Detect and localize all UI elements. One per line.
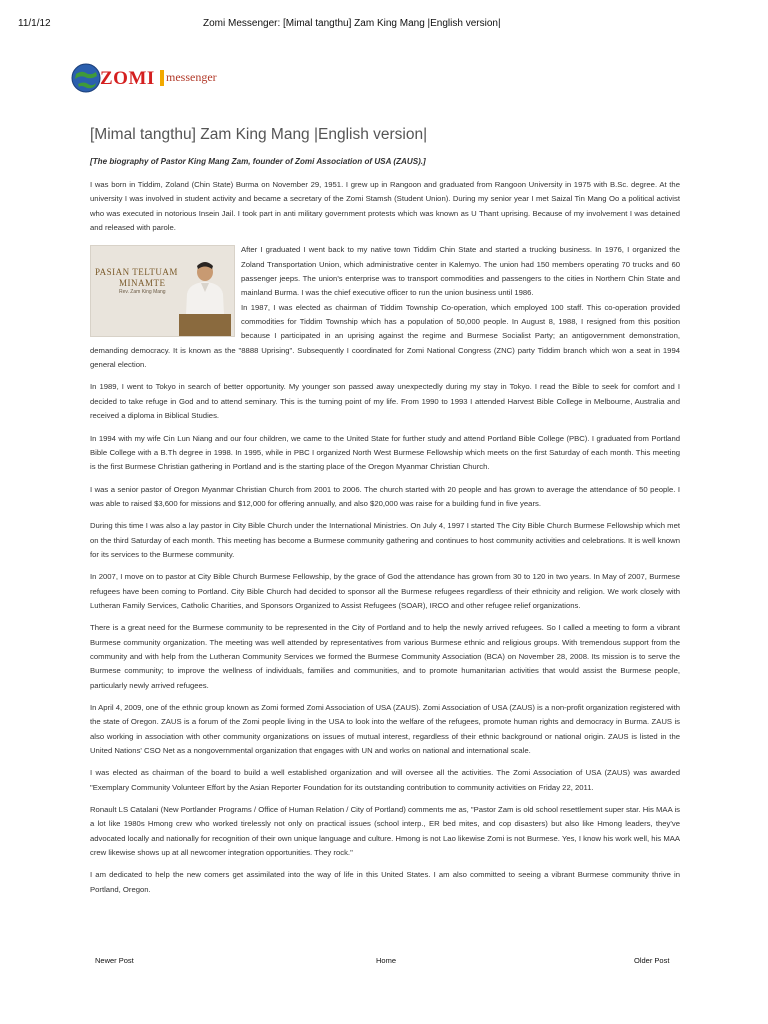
paragraph-cooperation: In 1987, I was elected as chairman of Tiddim Township Co-operation, which employed 100 staff. This co-operation provided commodities for Tiddim Township which has a population of 50,000 people. In August 8, 1988, I resigned from this position because I participated in an uprising against the regime and Burmese Socialist Party; an antigovernment demonstration, demanding democracy. It is known as the "8888 Uprising". Subsequently I coordinated for Zomi National Congress (ZNC) party Tiddim branch which won a seat in 1994 general election. xyxy=(90,302,680,370)
post-content xyxy=(90,120,680,905)
logo-zomi-text: ZOMI xyxy=(100,68,155,89)
site-logo[interactable] xyxy=(70,62,270,98)
logo-messenger-text: messenger xyxy=(166,70,217,84)
pastor-photo xyxy=(90,245,235,337)
paragraph-zaus: In April 4, 2009, one of the ethnic group known as Zomi formed Zomi Association of USA (ZAUS). Zomi Association of USA (ZAUS) is a non-profit organization registered with the state of Oregon. ZAUS is a forum of the Zomi people living in the USA to look into the welfare of the refugees, promote human rights and democracy in Burma. ZAUS is also working in association with other community organizations on issues of mutual interest, regardless of their ethnic background or national origin. ZAUS is listed in the United Nations' CSO Net as a nongovernmental organization that engages with UN and works on national and international scale. xyxy=(90,703,680,756)
logo-divider xyxy=(160,70,164,86)
paragraph-early-life: I was born in Tiddim, Zoland (Chin State) Burma on November 29, 1951. I grew up in Rangoon and graduated from Rangoon University in 1975 with B.Sc. degree. At the university I was involved in student activity and became a secretary of the Zomi Stamsh (Student Union). During my senior year I met Saizal Tin Mang Oo a political activist who was executed in notorious Insein Jail. I took part in anti military government protests which was known as U Thant uprising. Because of my involvement I was detained and released with parole. xyxy=(90,180,680,233)
newer-post-link[interactable]: Newer Post xyxy=(95,956,134,965)
post-title[interactable]: [Mimal tangthu] Zam King Mang |English version| xyxy=(90,126,428,143)
paragraph-tokyo: In 1989, I went to Tokyo in search of better opportunity. My younger son passed away unexpectedly during my stay in Tokyo. I read the Bible to seek for comfort and I decided to take refuge in God and to attend seminary. This is the turning point of my life. From 1990 to 1993 I attended Harvest Bible College in Melbourne, Australia and received a diploma in Biblical Studies. xyxy=(90,382,680,421)
paragraph-trucking: After I graduated I went back to my native town Tiddim Chin State and started a trucking business. In 1976, I organized the Zoland Transportation Union, which administrative center in Kalemyo. The union had 150 members operating 70 trucks and 60 passenger jeeps. The union's enterprise was to transport commodities and passengers to the cities in Northern Chin State and mainland Burma. I was the chief executive officer to run the union business until 1986. xyxy=(241,245,680,298)
paragraph-lay-pastor: During this time I was also a lay pastor in City Bible Church under the International Ministries. On July 4, 1997 I started The City Bible Church Burmese Fellowship which met on the third Saturday of each month. This meeting has become a Burmese community gathering and continues to host community activities and celebrations. It is well known for its services to the Burmese community. xyxy=(90,521,680,559)
print-header xyxy=(0,18,768,34)
older-post-link[interactable]: Older Post xyxy=(634,956,670,965)
paragraph-senior-pastor: I was a senior pastor of Oregon Myanmar Christian Church from 2001 to 2006. The church started with 20 people and has grown to average the attendance of 50 people. I was able to raised $3,600 for missions and $12,000 for offering annually, and also $20,000 was raise for a building fund in five years. xyxy=(90,484,680,508)
photo-banner-caption: Rev. Zam King Mang xyxy=(119,289,166,296)
paragraph-chairman: I was elected as chairman of the board to build a well established organization and will oversee all the activities. The Zomi Association of USA (ZAUS) was awarded "Exemplary Community Volunteer Effort by the Asian Reporter Foundation for its outstanding contribution to community activities on Friday 22, 2011. xyxy=(90,768,680,792)
speaker-figure-icon xyxy=(179,256,231,336)
post-subtitle: [The biography of Pastor King Mang Zam, founder of Zomi Association of USA (ZAUS).] xyxy=(90,157,426,166)
globe-icon xyxy=(70,62,102,94)
paragraph-refugees: In 2007, I move on to pastor at City Bible Church Burmese Fellowship, by the grace of God the attendance has grown from 30 to 120 in two years. In May of 2007, Burmese refugees have been coming to Portland. City Bible Church had decided to sponsor all the Burmese refugees regardless of their ethnicity and religion. We work closely with Lutheran Family Services, Catholic Charities, and Sponsors Organized to Assist Refugees (SOAR), IRCO and other refugee relief organizations. xyxy=(90,572,680,610)
photo-section xyxy=(90,243,680,380)
photo-banner-line2: MINAMTE xyxy=(119,278,166,289)
paragraph-portland-bible-college: In 1994 with my wife Cin Lun Niang and our four children, we came to the United State for further study and attend Portland Bible College (PBC). I graduated from Portland Bible College with a B.Th degree in 1998. In 1995, while in PBC I organized North West Burmese Fellowship which meets on the first Saturday of each month. This meeting is the first Burmese Christian gathering in Portland and is the starting place of the Oregon Myanmar Christian Church. xyxy=(90,433,680,472)
post-navigation xyxy=(0,956,768,970)
paragraph-bca: There is a great need for the Burmese community to be represented in the City of Portland and to help the newly arrived refugees. So I called a meeting to form a vibrant Burmese community organization. The meeting was well attended by representatives from various Burmese ethnic and religious groups. With tremendous support from the community and with help from the Lutheran Community Services we formed the Burmese Community Association (BCA) on November 28, 2008. Its mission is to serve the Burmese community; to improve the wellness of individuals, families and communities, and to promote humanitarian activities that would assist the Burmese people, particularly newly arrived refugees. xyxy=(90,623,680,690)
print-date: 11/1/12 xyxy=(18,18,51,29)
photo-banner-line1: PASIAN TELTUAM xyxy=(95,267,178,278)
print-page-title: Zomi Messenger: [Mimal tangthu] Zam King Mang |English version| xyxy=(203,18,501,29)
paragraph-dedication: I am dedicated to help the new comers get assimilated into the way of life in this United States. I am also committed to seeing a vibrant Burmese community thrive in Portland, Oregon. xyxy=(90,870,680,894)
home-link[interactable]: Home xyxy=(376,956,397,965)
paragraph-testimonial: Ronault LS Catalani (New Portlander Programs / Office of Human Relation / City of Portland) comments me as, "Pastor Zam is old school resettlement super star. His MAA is a lot like 1980s Hmong crew who worked tirelessly not only on practical issues (school interp., ER bed mites, and cop disasters) but also like Hmong leaders, they've advocated locally and nationally for recognition of their own unique language and culture. Hmong is not Lao likewise Zomi is not Burmese. Yes, I know his work well, his MAA crew likewise shows up at all newcomer integration opportunities. They rock." xyxy=(90,805,680,858)
